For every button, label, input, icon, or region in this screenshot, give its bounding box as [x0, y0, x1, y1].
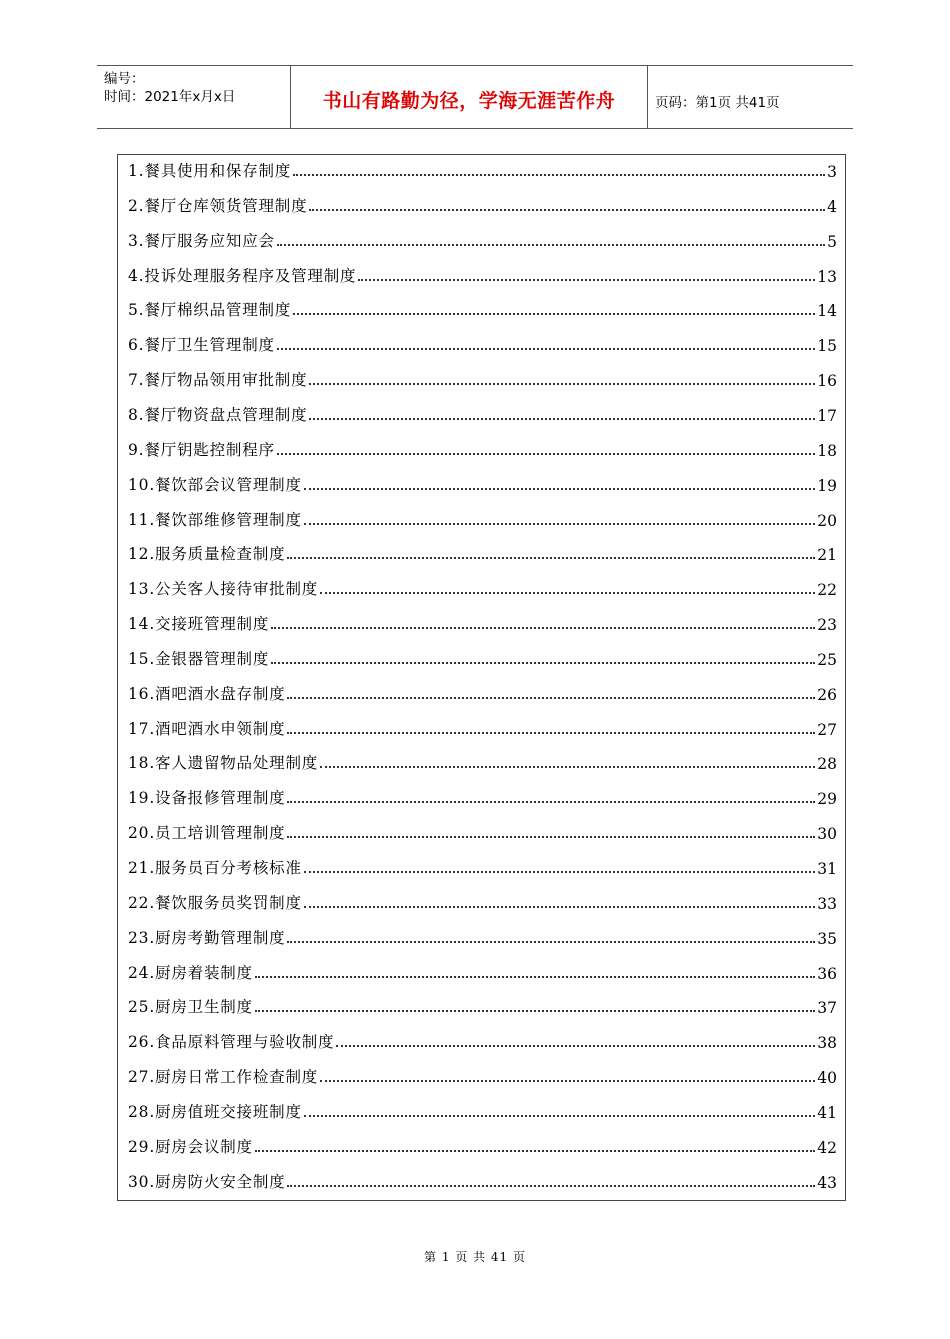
toc-entry-title: 13.公关客人接待审批制度 — [128, 580, 319, 599]
toc-entry[interactable] — [128, 784, 837, 808]
toc-entry-page: 25 — [817, 650, 837, 669]
toc-entry-page: 33 — [817, 894, 837, 913]
toc-entry-page: 16 — [817, 372, 837, 391]
toc-dot-leader — [320, 766, 815, 768]
toc-entry-page: 19 — [817, 476, 837, 495]
toc-entry-title: 23.厨房考勤管理制度 — [128, 928, 286, 947]
toc-dot-leader — [287, 801, 815, 803]
toc-entry-title: 18.客人遗留物品处理制度 — [128, 754, 319, 773]
toc-entry[interactable] — [128, 1063, 837, 1087]
serial-label: 编号： — [104, 71, 145, 87]
toc-dot-leader — [336, 1045, 815, 1047]
toc-dot-leader — [287, 732, 815, 734]
toc-entry-title: 4.投诉处理服务程序及管理制度 — [128, 266, 357, 285]
toc-entry-title: 22.餐饮服务员奖罚制度 — [128, 893, 302, 912]
toc-entry[interactable] — [128, 436, 837, 460]
toc-entry[interactable] — [128, 680, 837, 704]
toc-dot-leader — [277, 453, 815, 455]
toc-dot-leader — [304, 488, 816, 490]
toc-entry-page: 27 — [817, 720, 837, 739]
toc-entry[interactable] — [128, 366, 837, 390]
toc-entry-title: 10.餐饮部会议管理制度 — [128, 475, 302, 494]
toc-entry[interactable] — [128, 715, 837, 739]
toc-dot-leader — [271, 627, 815, 629]
toc-entry-title: 6.餐厅卫生管理制度 — [128, 336, 275, 355]
header-page-info: 页码：第1页 共41页 — [655, 95, 780, 111]
toc-entry[interactable] — [128, 540, 837, 564]
toc-dot-leader — [320, 1080, 815, 1082]
header-motto: 书山有路勤为径，学海无涯苦作舟 — [322, 90, 616, 112]
toc-dot-leader — [309, 418, 815, 420]
toc-entry-page: 3 — [827, 163, 837, 181]
toc-entry[interactable] — [128, 993, 837, 1017]
toc-dot-leader — [277, 348, 815, 350]
toc-dot-leader — [304, 906, 816, 908]
header-divider-right — [647, 66, 648, 129]
toc-entry-title: 15.金银器管理制度 — [128, 649, 270, 668]
toc-entry-page: 29 — [817, 790, 837, 809]
toc-entry-page: 4 — [827, 197, 837, 216]
toc-entry-page: 26 — [817, 685, 837, 704]
toc-entry-page: 30 — [817, 825, 837, 844]
toc-entry-page: 23 — [817, 616, 837, 635]
toc-entry-title: 11.餐饮部维修管理制度 — [128, 510, 302, 529]
toc-entry-title: 17.酒吧酒水申领制度 — [128, 719, 286, 738]
toc-entry-title: 8.餐厅物资盘点管理制度 — [128, 405, 308, 424]
header-meta — [104, 70, 235, 106]
toc-entry-page: 17 — [817, 406, 837, 425]
toc-entry-title: 7.餐厅物品领用审批制度 — [128, 371, 308, 390]
toc-entry-title: 14.交接班管理制度 — [128, 615, 270, 634]
toc-entry[interactable] — [128, 1098, 837, 1122]
toc-dot-leader — [304, 1115, 816, 1117]
toc-entry-page: 43 — [817, 1173, 837, 1192]
toc-entry-title: 1.餐具使用和保存制度 — [128, 162, 292, 180]
toc-entry-title: 20.员工培训管理制度 — [128, 824, 286, 843]
toc-entry[interactable] — [128, 749, 837, 773]
toc-entry-title: 26.食品原料管理与验收制度 — [128, 1033, 335, 1052]
toc-entry-title: 9.餐厅钥匙控制程序 — [128, 440, 275, 459]
toc-entry-title: 28.厨房值班交接班制度 — [128, 1102, 302, 1121]
toc-dot-leader — [320, 592, 815, 594]
toc-entry[interactable] — [128, 575, 837, 599]
toc-entry-page: 35 — [817, 929, 837, 948]
time-label: 时间：2021年x月x日 — [104, 89, 236, 105]
toc-entry-page: 36 — [817, 964, 837, 983]
toc-entry[interactable] — [128, 889, 837, 913]
toc-entry[interactable] — [128, 1133, 837, 1157]
toc-entry-title: 21.服务员百分考核标准 — [128, 859, 302, 877]
toc-entry-title: 12.服务质量检查制度 — [128, 545, 286, 564]
toc-dot-leader — [293, 313, 815, 315]
toc-entry[interactable] — [128, 645, 837, 669]
toc-entry-title: 19.设备报修管理制度 — [128, 789, 286, 808]
toc-entry[interactable] — [128, 959, 837, 983]
toc-entry-page: 40 — [817, 1069, 837, 1088]
toc-entry-page: 5 — [827, 232, 837, 251]
table-of-contents — [117, 154, 846, 1201]
toc-entry-title: 30.厨房防火安全制度 — [128, 1172, 286, 1191]
toc-entry-title: 16.酒吧酒水盘存制度 — [128, 684, 286, 703]
toc-entry-page: 38 — [817, 1034, 837, 1053]
toc-entry[interactable] — [128, 854, 837, 878]
toc-entry[interactable] — [128, 331, 837, 355]
toc-entry-page: 42 — [817, 1138, 837, 1157]
toc-entry-page: 21 — [817, 546, 837, 565]
toc-entry[interactable] — [128, 262, 837, 286]
toc-entry[interactable] — [128, 1168, 837, 1192]
toc-entry-title: 5.餐厅棉织品管理制度 — [128, 301, 292, 320]
toc-entry[interactable] — [128, 819, 837, 843]
toc-dot-leader — [304, 523, 816, 525]
toc-entry-page: 18 — [817, 441, 837, 460]
toc-dot-leader — [271, 662, 815, 664]
toc-entry[interactable] — [128, 192, 837, 216]
toc-entry-page: 37 — [817, 999, 837, 1018]
toc-dot-leader — [309, 383, 815, 385]
toc-dot-leader — [309, 209, 825, 211]
toc-entry-page: 14 — [817, 302, 837, 321]
page-header — [97, 65, 853, 129]
toc-entry-title: 25.厨房卫生制度 — [128, 998, 253, 1017]
toc-entry-page: 22 — [817, 581, 837, 600]
toc-entry-title: 27.厨房日常工作检查制度 — [128, 1068, 319, 1087]
toc-entry-page: 28 — [817, 755, 837, 774]
toc-dot-leader — [255, 976, 815, 978]
toc-entry-page: 20 — [817, 511, 837, 530]
toc-dot-leader — [287, 836, 815, 838]
toc-dot-leader — [358, 279, 815, 281]
toc-entry-page: 31 — [817, 860, 837, 878]
toc-entry-page: 13 — [817, 267, 837, 286]
toc-entry-title: 3.餐厅服务应知应会 — [128, 231, 275, 250]
toc-dot-leader — [287, 941, 815, 943]
toc-entry[interactable] — [128, 471, 837, 495]
toc-entry[interactable] — [128, 157, 837, 181]
toc-entry[interactable] — [128, 506, 837, 530]
toc-dot-leader — [255, 1150, 815, 1152]
toc-entry-title: 2.餐厅仓库领货管理制度 — [128, 196, 308, 215]
page-footer: 第 1 页 共 41 页 — [424, 1250, 526, 1264]
toc-dot-leader — [293, 174, 825, 176]
toc-entry-title: 29.厨房会议制度 — [128, 1137, 253, 1156]
toc-dot-leader — [304, 871, 816, 873]
toc-dot-leader — [277, 244, 825, 246]
toc-entry[interactable] — [128, 1028, 837, 1052]
toc-dot-leader — [255, 1010, 815, 1012]
toc-entry-page: 41 — [817, 1103, 837, 1122]
toc-entry[interactable] — [128, 924, 837, 948]
toc-dot-leader — [287, 557, 815, 559]
toc-entry[interactable] — [128, 296, 837, 320]
toc-dot-leader — [287, 697, 815, 699]
toc-entry-title: 24.厨房着装制度 — [128, 963, 253, 982]
toc-entry[interactable] — [128, 610, 837, 634]
toc-entry[interactable] — [128, 401, 837, 425]
toc-entry-page: 15 — [817, 337, 837, 356]
toc-entry[interactable] — [128, 227, 837, 251]
toc-dot-leader — [287, 1185, 815, 1187]
